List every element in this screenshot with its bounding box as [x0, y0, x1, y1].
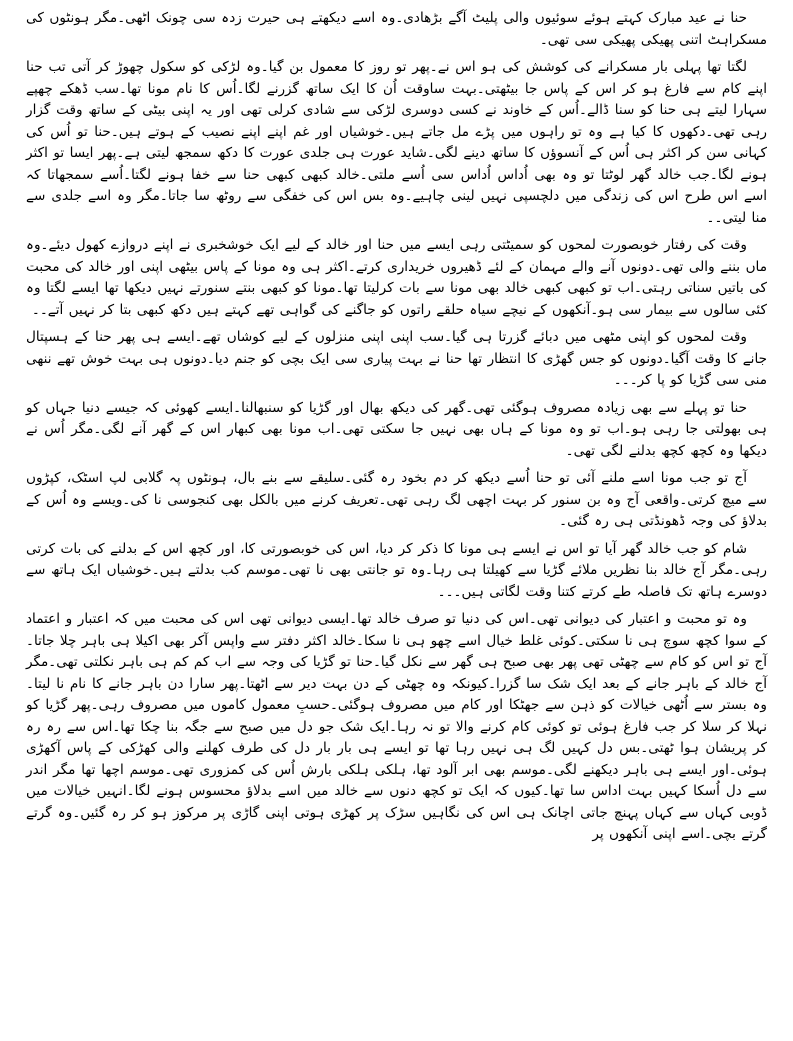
paragraph-4: وقت لمحوں کو اپنی مٹھی میں دبائے گزرتا ہی گیا۔سب اپنی اپنی منزلوں کے لیے کوشاں تھے۔ایسے ہی پھر حنا کے ہسپتال جانے کا وقت آگیا۔دونوں کو جس گھڑی کا انتظار تھا حنا نے بہت پیاری سی ایک بچی کو جنم دیا۔دونوں ہی بہت خوش تھے ننھی منی سی گڑیا کو پا کر۔۔۔ [26, 329, 767, 388]
paragraph-5: حنا تو پہلے سے بھی زیادہ مصروف ہوگئی تھی۔گھر کی دیکھ بھال اور گڑیا کو سنبھالنا۔ایسے کھوئی کہ جیسے دنیا جہاں کو ہی بھولتی جا رہی ہو۔اب تو وہ مونا کے ہاں بھی نہیں جا سکتی تھی۔اب مونا بھی کبھار اس کے گھر آنے لگی۔مگر اُس نے دیکھا وہ کچھ کچھ بدلنے لگی تھی۔ [26, 399, 767, 459]
paragraph-6: آج تو جب مونا اسے ملنے آئی تو حنا اُسے دیکھ کر دم بخود رہ گئی۔سلیقے سے بنے بال، ہونٹوں پہ گلابی لپ اسٹک، کپڑوں سے میچ کرتی۔واقعی آج وہ بن سنور کر بہت اچھی لگ رہی تھی۔تعریف کرنے میں بالکل بھی کنجوسی نا کی۔ویسے وہ اُس کے بدلاؤ کی وجہ ڈھونڈتی ہی رہ گئی۔ [26, 470, 767, 529]
paragraph-2: لگتا تھا پہلی بار مسکرانے کی کوشش کی ہو اس نے۔پھر تو روز کا معمول بن گیا۔وہ لڑکی کو سکول چھوڑ کر آتی تب حنا اپنے کام سے فارغ ہو کر اس کے پاس جا بیٹھتی۔بہت ساوقت اُن کا ایک ساتھ گزرنے لگا۔اُس کا نام مونا تھا۔سب ڈھکے چھپے سہارا لیتے ہی حنا کو سنا ڈالے۔اُس کے خاوند نے کسی دوسری لڑکی سے شادی کرلی تھی اور یہ اپنی بیٹی کے ساتھ وقت گزار رہی تھی۔دکھوں کا کیا ہے وہ تو راہوں میں پڑے مل جاتے ہیں۔خوشیاں اور غم اپنے اپنے نصیب کے ہوتے ہیں۔حنا تو اُس کی کہانی سن کر اکثر ہی اُس کے آنسوؤں کا ساتھ دینے لگی۔شاید عورت ہی جلدی عورت کا دکھ سمجھ لیتی ہے۔پھر ایسا تو اکثر ہونے لگا۔جب خالد گھر لوٹتا تو وہ بھی اُداس اُداس سی اُسے ملتی۔خالد کبھی کبھی حنا سے خفا ہونے لگتا۔اُسے سمجھاتا کہ اسے اس طرح اس کی زندگی میں دلچسپی نہیں لینی چاہیے۔وہ بس اس کی خفگی سے روٹھ سا جاتا۔مگر وہ اسے جلدی سے منا لیتی۔۔ [26, 59, 767, 226]
paragraph-3: وقت کی رفتار خوبصورت لمحوں کو سمیٹتی رہی ایسے میں حنا اور خالد کے لیے ایک خوشخبری نے اپنے دروازے کھول دیئے۔وہ ماں بننے والی تھی۔دونوں آنے والے مہمان کے لئے ڈھیروں خریداری کرتے۔اکثر ہی وہ مونا کے پاس بیٹھی اپنی اور خالد کی محبت کی باتیں سناتی رہتی۔اب تو کبھی کبھی خالد بھی مونا سے بات کرلیتا تھا۔مونا کو کبھی بنتے سنورتے نہیں دیکھا تھا ایسے لگتا وہ کئی سالوں سے بیمار سی ہو۔آنکھوں کے نیچے سیاہ حلقے راتوں کو جاگنے کی گواہی تھے کہتے ہیں دکھ کبھی بتا کر نہیں آتے۔۔ [26, 237, 767, 318]
paragraph-7: شام کو جب خالد گھر آیا تو اس نے ایسے ہی مونا کا ذکر کر دیا، اس کی خوبصورتی کا، اور کچھ اس کے بدلنے کی بات کرتی رہی۔مگر آج خالد بنا نظریں ملائے گڑیا سے کھیلتا ہی رہا۔وہ تو جانتی بھی نا تھی۔موسم کب بدلتے ہیں۔خوشیاں ایک ہاتھ سے دوسرے ہاتھ تک فاصلہ طے کرتے کتنا وقت لگاتی ہیں۔۔۔ [26, 540, 767, 600]
paragraph-8: وہ تو محبت و اعتبار کی دیوانی تھی۔اس کی دنیا تو صرف خالد تھا۔ایسی دیوانی تھی اس کی محبت میں کہ اعتبار و اعتماد کے سوا کچھ سوچ ہی نا سکتی۔کوئی غلط خیال اسے چھو ہی نا سکا۔خالد اکثر دفتر سے واپس آکر بھی اکیلا ہی باہر چلا جاتا۔آج تو اس کو کام سے چھٹی تھی پھر بھی صبح ہی گھر سے نکل گیا۔حنا تو گڑیا کی وجہ سے اب کم کم ہی باہر نکلتی تھی۔مگر آج خالد کے باہر جانے کے بعد ایک شک سا گزرا۔کیونکہ وہ چھٹی کے دن بہت دیر سے اٹھتا۔پھر سارا دن باہر جانے کا نام نا لیتا۔وہ بستر سے اُٹھی خیالات کو ذہن سے جھٹکا اور کام میں مصروف ہوگئی۔حسبِ معمول کاموں میں مصروف رہی۔پھر گڑیا کو نہلا کر سلا کر جب فارغ ہوئی تو کوئی کام کرنے والا تو نہ رہا۔ایک شک جو دل میں صبح سے جگہ بنا چکا تھا۔اس سے رہ رہ کر پریشان ہوا ٹھتی۔بس دل کہیں لگ ہی نہیں رہا تھا تو ایسے ہی بار بار دل کی طرف کھلنے والی کھڑکی کے پاس آکھڑی ہوئی۔اور ایسے ہی باہر دیکھنے لگی۔موسم بھی ابر آلود تھا، ہلکی ہلکی بارش اُس کی کمزوری تھی۔موسم اچھا تھا مگر اندر سے دل اُسکا کہیں بہت اداس سا تھا۔کیوں کہ ایک تو کچھ دنوں سے خالد میں اسے بدلاؤ محسوس ہونے لگا۔انہیں خیالات میں ڈوبی کہاں سے کہاں پہنچ جاتی اچانک ہی اس کی نگاہیں سڑک پر کھڑی ہوتی اپنی گاڑی پر مرکوز ہو کر رہ گئیں۔وہ گرتے گرتے بچی۔اسے اپنی آنکھوں پر [26, 611, 767, 842]
paragraph-1: حنا نے عید مبارک کہتے ہوئے سوئیوں والی پلیٹ آگے بڑھادی۔وہ اسے دیکھتے ہی حیرت زدہ سی چونک اٹھی۔مگر ہونٹوں کی مسکراہٹ اتنی پھیکی پھیکی سی تھی۔ [26, 10, 767, 48]
